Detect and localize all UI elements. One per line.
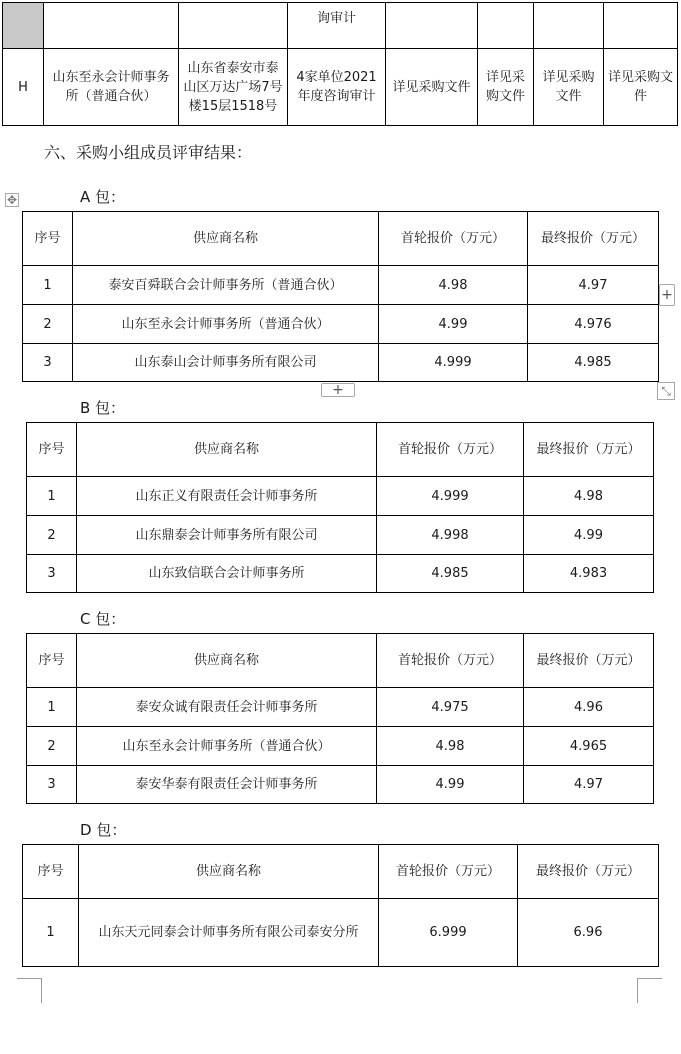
table-cell: 泰安华泰有限责任会计师事务所 — [77, 766, 377, 804]
header-cell: 序号 — [27, 634, 77, 688]
table-row — [23, 344, 659, 382]
package-label: B 包： — [80, 399, 126, 417]
table-cell: 4.99 — [524, 516, 654, 555]
table-cell: 4.983 — [524, 555, 654, 593]
table-row — [27, 766, 654, 804]
table-cell: 山东泰山会计师事务所有限公司 — [73, 344, 379, 382]
package-label: A 包： — [80, 188, 126, 206]
table-cell: 3 — [27, 555, 77, 593]
table-cell: 4.96 — [524, 688, 654, 727]
table-cell: 山东至永会计师事务所（普通合伙） — [44, 49, 179, 126]
table-cell: 详见采购文件 — [604, 49, 678, 126]
table-row — [27, 516, 654, 555]
table-cell: 泰安百舜联合会计师事务所（普通合伙） — [73, 266, 379, 305]
table-cell — [534, 3, 604, 49]
table-cell — [3, 3, 44, 49]
table-cell: 山东鼎泰会计师事务所有限公司 — [77, 516, 377, 555]
table-cell: 4.999 — [377, 477, 524, 516]
move-icon[interactable]: ✥ — [6, 193, 18, 207]
table-cell: 4.97 — [528, 266, 659, 305]
page-corner-mark — [17, 978, 42, 1003]
table-cell: 4.985 — [377, 555, 524, 593]
table-cell: 4.98 — [377, 727, 524, 766]
header-cell: 首轮报价（万元） — [379, 212, 528, 266]
table-row — [27, 688, 654, 727]
add-column-button[interactable]: + — [659, 284, 675, 306]
header-cell: 最终报价（万元） — [518, 845, 659, 899]
table-cell: 1 — [23, 899, 79, 967]
table-cell: 4.99 — [377, 766, 524, 804]
header-cell: 供应商名称 — [77, 423, 377, 477]
table-cell: 山东致信联合会计师事务所 — [77, 555, 377, 593]
table-cell: 详见采购文件 — [534, 49, 604, 126]
header-cell: 供应商名称 — [77, 634, 377, 688]
table-cell: 3 — [27, 766, 77, 804]
header-cell: 首轮报价（万元） — [379, 845, 518, 899]
header-cell: 最终报价（万元） — [528, 212, 659, 266]
table-cell — [44, 3, 179, 49]
table-cell: 4.97 — [524, 766, 654, 804]
table-cell: 2 — [23, 305, 73, 344]
table-cell: 2 — [27, 727, 77, 766]
top-table — [2, 2, 678, 126]
header-cell: 首轮报价（万元） — [377, 423, 524, 477]
table-cell: 1 — [27, 477, 77, 516]
table-cell: 山东正义有限责任会计师事务所 — [77, 477, 377, 516]
table-cell: 山东至永会计师事务所（普通合伙） — [77, 727, 377, 766]
table-cell: 3 — [23, 344, 73, 382]
header-cell: 首轮报价（万元） — [377, 634, 524, 688]
section-title: 六、采购小组成员评审结果： — [44, 143, 253, 162]
table-row — [27, 727, 654, 766]
table-cell: 4.98 — [379, 266, 528, 305]
package-label: D 包： — [80, 821, 127, 839]
table-row — [23, 305, 659, 344]
table-cell: 泰安众诚有限责任会计师事务所 — [77, 688, 377, 727]
package-table — [22, 211, 659, 382]
table-cell — [478, 3, 534, 49]
table-cell: 4.975 — [377, 688, 524, 727]
table-cell: 山东天元同泰会计师事务所有限公司泰安分所 — [79, 899, 379, 967]
table-cell: 4家单位2021年度咨询审计 — [288, 49, 386, 126]
table-cell: 4.965 — [524, 727, 654, 766]
table-cell — [386, 3, 478, 49]
package-table — [26, 633, 654, 804]
table-cell: 详见采购文件 — [478, 49, 534, 126]
table-row — [23, 899, 659, 967]
table-cell: 4.976 — [528, 305, 659, 344]
table-cell: 山东至永会计师事务所（普通合伙） — [73, 305, 379, 344]
table-cell: 4.985 — [528, 344, 659, 382]
header-cell: 最终报价（万元） — [524, 423, 654, 477]
table-row — [23, 266, 659, 305]
table-cell — [604, 3, 678, 49]
table-cell: 山东省泰安市泰山区万达广场7号楼15层1518号 — [179, 49, 288, 126]
table-cell: 1 — [23, 266, 73, 305]
table-cell: H — [3, 49, 44, 126]
table-cell: 详见采购文件 — [386, 49, 478, 126]
table-cell: 4.999 — [379, 344, 528, 382]
resize-icon[interactable]: ⤡ — [657, 382, 675, 400]
header-cell: 最终报价（万元） — [524, 634, 654, 688]
package-table — [22, 844, 659, 967]
header-cell: 供应商名称 — [79, 845, 379, 899]
table-row — [27, 477, 654, 516]
table-cell: 1 — [27, 688, 77, 727]
table-cell: 4.99 — [379, 305, 528, 344]
add-row-button[interactable]: + — [321, 383, 355, 397]
table-row — [27, 555, 654, 593]
package-label: C 包： — [80, 610, 126, 628]
table-cell: 2 — [27, 516, 77, 555]
package-table — [26, 422, 654, 593]
table-cell: 4.98 — [524, 477, 654, 516]
table-cell: 6.96 — [518, 899, 659, 967]
table-cell — [179, 3, 288, 49]
header-cell: 序号 — [23, 212, 73, 266]
table-cell: 6.999 — [379, 899, 518, 967]
header-cell: 供应商名称 — [73, 212, 379, 266]
header-cell: 序号 — [23, 845, 79, 899]
page-corner-mark — [637, 978, 662, 1003]
table-cell: 询审计 — [288, 3, 386, 49]
table-cell: 4.998 — [377, 516, 524, 555]
header-cell: 序号 — [27, 423, 77, 477]
